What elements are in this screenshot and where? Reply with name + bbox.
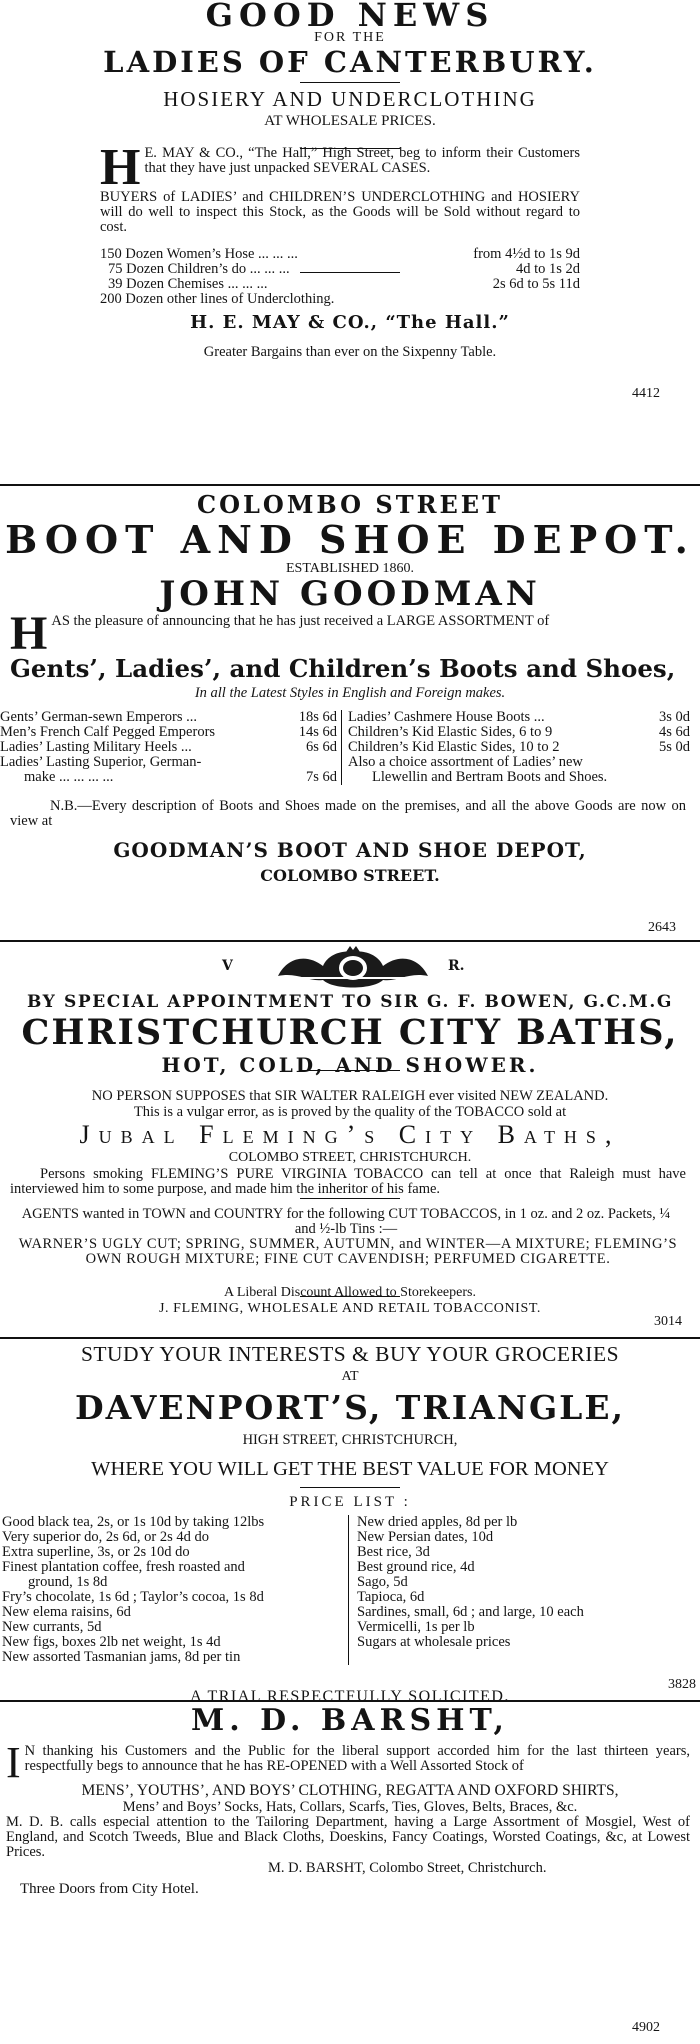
royal-arms-row: [0, 944, 700, 992]
ad-ref-number: 3828: [668, 1677, 696, 1692]
right-price-column: [342, 710, 690, 785]
list-item: New Persian dates, 10d: [357, 1529, 494, 1545]
right-grocery-column: [349, 1515, 690, 1665]
depot-heading: BOOT AND SHOE DEPOT.: [5, 517, 695, 562]
list-item: New figs, boxes 2lb net weight, 1s 4d: [2, 1634, 221, 1650]
tailoring-paragraph: M. D. B. calls especial attention to the Tailoring Department, having a Large Assortment of Mosgiel, West of England, and Scotch Tweeds, Blue and Black Cloths, Doeskins, Fancy Coatings, Worsted Coatings, &c, at Lowest Prices.: [6, 1814, 690, 1860]
goods-heading: Gents’, Ladies’, and Children’s Boots and Shoes,: [10, 654, 676, 683]
john-goodman-heading: JOHN GOODMAN: [159, 574, 541, 614]
intro-text: AS the pleasure of announcing that he has just received a LARGE ASSORTMENT of: [51, 613, 550, 629]
royal-crest-icon: [268, 946, 438, 990]
intro-text: N thanking his Customers and the Public for the liberal support accorded him for the last thirteen years, respectfully begs to announce that he has RE-OPENED with a Well Assorted Stock of: [24, 1743, 690, 1774]
ad-separator: [0, 1700, 700, 1702]
price-row: 39 Dozen Chemises ... ... ... 2s 6d to 5s 11d: [108, 276, 580, 292]
price-row: Men’s French Calf Pegged Emperors 14s 6d: [0, 724, 337, 740]
divider: [300, 1296, 400, 1297]
list-item: Fry’s chocolate, 1s 6d ; Taylor’s cocoa, 1s 8d: [2, 1589, 264, 1605]
clothing-line: MENS’, YOUTHS’, AND BOYS’ CLOTHING, REGATTA AND OXFORD SHIRTS,: [81, 1782, 619, 1799]
baths-address: COLOMBO STREET, CHRISTCHURCH.: [228, 1150, 472, 1165]
at-line: AT: [341, 1369, 359, 1384]
price-row: Gents’ German-sewn Emperors ... 18s 6d: [0, 709, 337, 725]
socks-line: Mens’ and Boys’ Socks, Hats, Collars, Scarfs, Ties, Gloves, Belts, Braces, &c.: [122, 1799, 578, 1815]
barsht-signature: M. D. BARSHT, Colombo Street, Christchurch.: [268, 1860, 547, 1876]
price-row: Llewellin and Bertram Boots and Shoes.: [372, 770, 608, 785]
list-item: Tapioca, 6d: [357, 1589, 425, 1605]
list-item: Best ground rice, 4d: [357, 1559, 475, 1575]
divider: [300, 272, 400, 273]
persons-smoking-paragraph: Persons smoking FLEMING’S PURE VIRGINIA TOBACCO can tell at once that Raleigh must have interviewed him to some purpose, and made him the inheritor of his fame.: [10, 1166, 686, 1197]
established-line: ESTABLISHED 1860.: [286, 561, 414, 576]
list-item: Extra superline, 3s, or 2s 10d do: [2, 1544, 190, 1560]
ad-ref-number: 3014: [654, 1314, 682, 1329]
city-baths-heading: CHRISTCHURCH CITY BATHS,: [21, 1012, 679, 1053]
for-the-line: FOR THE: [314, 30, 386, 45]
davenports-heading: DAVENPORT’S, TRIANGLE,: [74, 1388, 626, 1427]
divider: [300, 1198, 400, 1199]
special-appointment: BY SPECIAL APPOINTMENT TO SIR G. F. BOWEN, G.C.M.G: [27, 992, 673, 1012]
colombo-street-footer: COLOMBO STREET.: [260, 866, 440, 885]
price-row: 200 Dozen other lines of Underclothing.: [100, 292, 335, 307]
ad-separator: [0, 484, 700, 486]
headline-ladies-canterbury: LADIES OF CANTERBURY.: [103, 45, 597, 79]
price-row: make ... ... ... ... 7s 6d: [24, 769, 337, 785]
goodmans-depot-footer: GOODMAN’S BOOT AND SHOE DEPOT,: [113, 838, 587, 862]
ad-hosiery: [0, 0, 700, 401]
r-letter: R.: [448, 958, 465, 974]
left-price-column: [0, 710, 342, 785]
list-item: Finest plantation coffee, fresh roasted and: [2, 1559, 245, 1575]
fleming-signature: J. FLEMING, WHOLESALE AND RETAIL TOBACCONIST.: [158, 1301, 542, 1316]
divider: [300, 148, 400, 149]
price-row: Children’s Kid Elastic Sides, 10 to 2 5s 0d: [348, 739, 690, 755]
raleigh-line: NO PERSON SUPPOSES that SIR WALTER RALEIGH ever visited NEW ZEALAND.: [91, 1088, 609, 1104]
divider: [300, 82, 400, 83]
list-item: New assorted Tasmanian jams, 8d per tin: [2, 1649, 241, 1665]
ad-ref-number: 2643: [648, 920, 676, 935]
trial-solicited: A TRIAL RESPECTFULLY SOLICITED.: [190, 1688, 510, 1705]
study-interests-heading: STUDY YOUR INTERESTS & BUY YOUR GROCERIES: [80, 1342, 620, 1366]
v-letter: V: [222, 958, 233, 974]
agents-paragraph: AGENTS wanted in TOWN and COUNTRY for the following CUT TOBACCOS, in 1 oz. and 2 oz. Packets, ¼ and ½-lb Tins :—: [21, 1206, 671, 1237]
drop-cap: H: [100, 139, 141, 196]
price-row: Ladies’ Cashmere House Boots ... 3s 0d: [348, 709, 690, 725]
colombo-street-heading: COLOMBO STREET: [197, 490, 503, 519]
brands-paragraph: WARNER’S UGLY CUT; SPRING, SUMMER, AUTUMN, and WINTER—A MIXTURE; FLEMING’S OWN ROUGH MIXTURE; FINE CUT CAVENDISH; PERFUMED CIGARETTE.: [18, 1236, 678, 1267]
ad-davenports: [0, 1341, 700, 1707]
ad-barsht: [0, 1703, 700, 2035]
drop-cap: I: [6, 1738, 21, 1787]
ad-ref-number: 4902: [632, 2020, 660, 2035]
grocery-price-columns: [2, 1515, 690, 1665]
bargains-line: Greater Bargains than ever on the Sixpenny Table.: [203, 344, 497, 360]
wholesale-prices: AT WHOLESALE PRICES.: [264, 113, 436, 129]
list-item: New currants, 5d: [2, 1619, 102, 1635]
list-item: New dried apples, 8d per lb: [357, 1514, 518, 1530]
price-row: Also a choice assortment of Ladies’ new: [348, 755, 583, 770]
styles-line: In all the Latest Styles in English and Foreign makes.: [194, 685, 506, 701]
high-street-line: HIGH STREET, CHRISTCHURCH,: [242, 1432, 458, 1448]
list-item: New elema raisins, 6d: [2, 1604, 131, 1620]
intro-paragraph: [100, 139, 580, 196]
left-grocery-column: [2, 1515, 349, 1665]
list-item: ground, 1s 8d: [28, 1574, 108, 1590]
intro-text: E. MAY & CO., “The Hall,” High Street, beg to inform their Customers that they have just unpacked SEVERAL CASES.: [144, 145, 580, 176]
price-row: Children’s Kid Elastic Sides, 6 to 9 4s 6d: [348, 724, 690, 740]
ad-boot-shoe-depot: [0, 490, 700, 935]
hot-cold-shower: HOT, COLD, AND SHOWER.: [161, 1053, 539, 1077]
signature-may: H. E. MAY & CO., “The Hall.”: [190, 312, 510, 333]
list-item: Very superior do, 2s 6d, or 2s 4d do: [2, 1529, 210, 1545]
ad-separator: [0, 940, 700, 942]
boot-price-columns: [0, 710, 690, 785]
ad-separator: [0, 1337, 700, 1339]
list-item: Good black tea, 2s, or 1s 10d by taking 12lbs: [2, 1514, 265, 1530]
divider: [300, 1487, 400, 1488]
list-item: Sugars at wholesale prices: [357, 1634, 511, 1650]
ad-ref-number: 4412: [632, 386, 660, 401]
hosiery-price-list: [100, 247, 580, 307]
best-value-heading: WHERE YOU WILL GET THE BEST VALUE FOR MONEY: [91, 1458, 609, 1480]
list-item: Sago, 5d: [357, 1574, 408, 1590]
buyers-paragraph: BUYERS of LADIES’ and CHILDREN’S UNDERCLOTHING and HOSIERY will do well to inspect this Stock, as the Goods will be Sold without regard to cost.: [100, 189, 580, 235]
liberal-discount: A Liberal Discount Allowed to Storekeepers.: [224, 1285, 476, 1300]
jubal-fleming-heading: Jubal Fleming’s City Baths,: [79, 1120, 621, 1149]
list-item: Sardines, small, 6d ; and large, 10 each: [357, 1604, 584, 1620]
price-list-heading: PRICE LIST :: [289, 1494, 411, 1510]
ad-city-baths: [0, 944, 700, 1329]
subhead-hosiery: HOSIERY AND UNDERCLOTHING: [163, 87, 537, 111]
barsht-intro: [6, 1738, 690, 1787]
price-row: Ladies’ Lasting Superior, German-: [0, 755, 202, 770]
list-item: Best rice, 3d: [357, 1544, 430, 1560]
price-row: 75 Dozen Children’s do ... ... ... 4d to 1s 2d: [108, 261, 580, 277]
headline-good-news: GOOD NEWS: [205, 0, 495, 34]
goodman-intro: [10, 607, 686, 660]
three-doors-line: Three Doors from City Hotel.: [20, 1881, 199, 1897]
list-item: Vermicelli, 1s per lb: [357, 1619, 475, 1635]
nb-paragraph: N.B.—Every description of Boots and Shoes made on the premises, and all the above Goods are now on view at: [10, 798, 686, 829]
drop-cap: H: [10, 607, 48, 660]
divider: [300, 1070, 400, 1071]
price-row: Ladies’ Lasting Military Heels ... 6s 6d: [0, 739, 337, 755]
vulgar-error-line: This is a vulgar error, as is proved by the quality of the TOBACCO sold at: [133, 1104, 567, 1120]
price-row: 150 Dozen Women’s Hose ... ... ... from 4½d to 1s 9d: [100, 246, 580, 262]
barsht-heading: M. D. BARSHT,: [191, 1703, 509, 1738]
